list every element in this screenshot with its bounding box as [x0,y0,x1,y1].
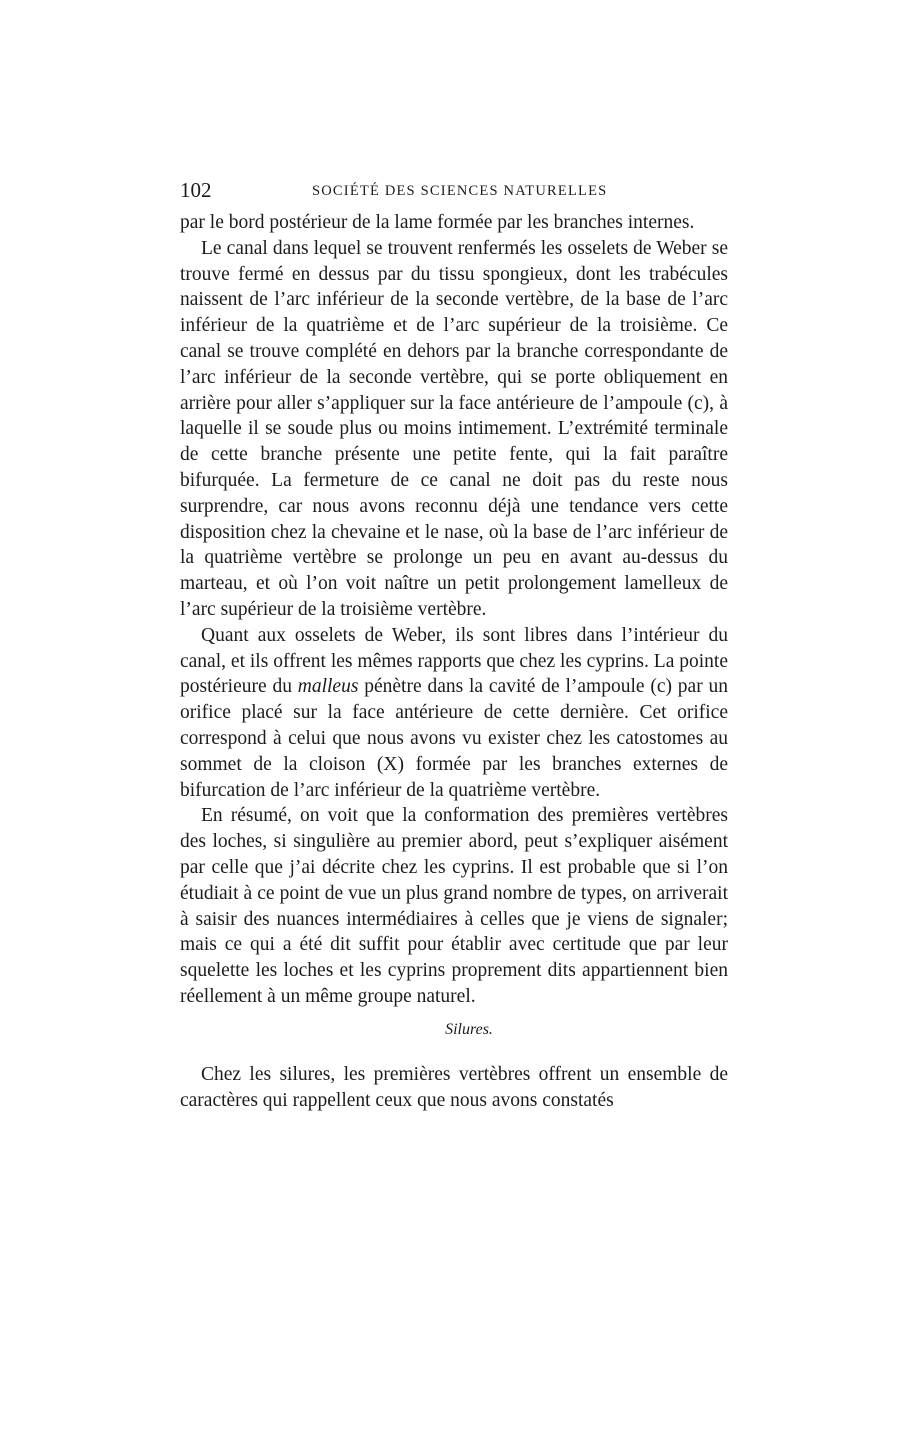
paragraph-continued: par le bord postérieur de la lame formée par les branches internes. [180,212,695,233]
paragraph-osselets [180,623,728,804]
running-head [180,177,728,203]
paragraph-silures: Chez les silures, les premières vertèbres offrent un ensemble de caractères qui rappellent ceux que nous avons constatés [180,1063,728,1111]
paragraph-canal: Le canal dans lequel se trouvent renfermés les osselets de Weber se trouve fermé en dessus par du tissu spongieux, dont les trabécules naissent de l’arc inférieur de la seconde vertèbre, de la base de l’arc inférieur de la quatrième et de l’arc supérieur de la troisième. Ce canal se trouve complété en dehors par la branche correspondante de l’arc inférieur de la seconde vertèbre, qui se porte obliquement en arrière pour aller s’appliquer sur la face antérieure de l’ampoule (c), à laquelle il se soude plus ou moins intimement. L’extrémité terminale de cette branche présente une petite fente, qui la fait paraître bifurquée. La fermeture de ce canal ne doit pas du reste nous surprendre, car nous avons reconnu déjà une tendance vers cette disposition chez la chevaine et le nase, où la base de l’arc inférieur de la quatrième vertèbre se prolonge un peu en avant au-dessus du marteau, et où l’on voit naître un petit prolongement lamelleux de l’arc supérieur de la troisième vertèbre. [180,237,728,620]
running-title: SOCIÉTÉ DES SCIENCES NATURELLES [312,183,608,199]
paragraph-osselets-part-1: Quant aux osselets de Weber, ils sont libres dans l’intérieur du canal, et ils offrent les mêmes rapports que chez les cyprins. La pointe postérieure du [180,624,728,698]
page-number: 102 [180,178,212,202]
body-text [180,210,728,1113]
section-heading: Silures. [445,1020,493,1038]
term-malleus: malleus [297,676,359,698]
paragraph-resume: En résumé, on voit que la conformation des premières vertèbres des loches, si singulière au premier abord, peut s’expliquer aisément par celle que j’ai décrite chez les cyprins. Il est probable que si l’on étudiait à ce point de vue un plus grand nombre de types, on arriverait à saisir des nuances intermédiaires à celles que je viens de signaler; mais ce qui a été dit suffit pour établir avec certitude que par leur squelette les loches et les cyprins proprement dits appartiennent bien réellement à un même groupe naturel. [180,805,728,1007]
paragraph-osselets-part-2: pénètre dans la cavité de l’ampoule (c) par un orifice placé sur la face antérieure de cette dernière. Cet orifice correspond à celui que nous avons vu exister chez les catostomes au sommet de la cloison (X) formée par les branches externes de bifurcation de l’arc inférieur de la quatrième vertèbre. [180,676,728,801]
